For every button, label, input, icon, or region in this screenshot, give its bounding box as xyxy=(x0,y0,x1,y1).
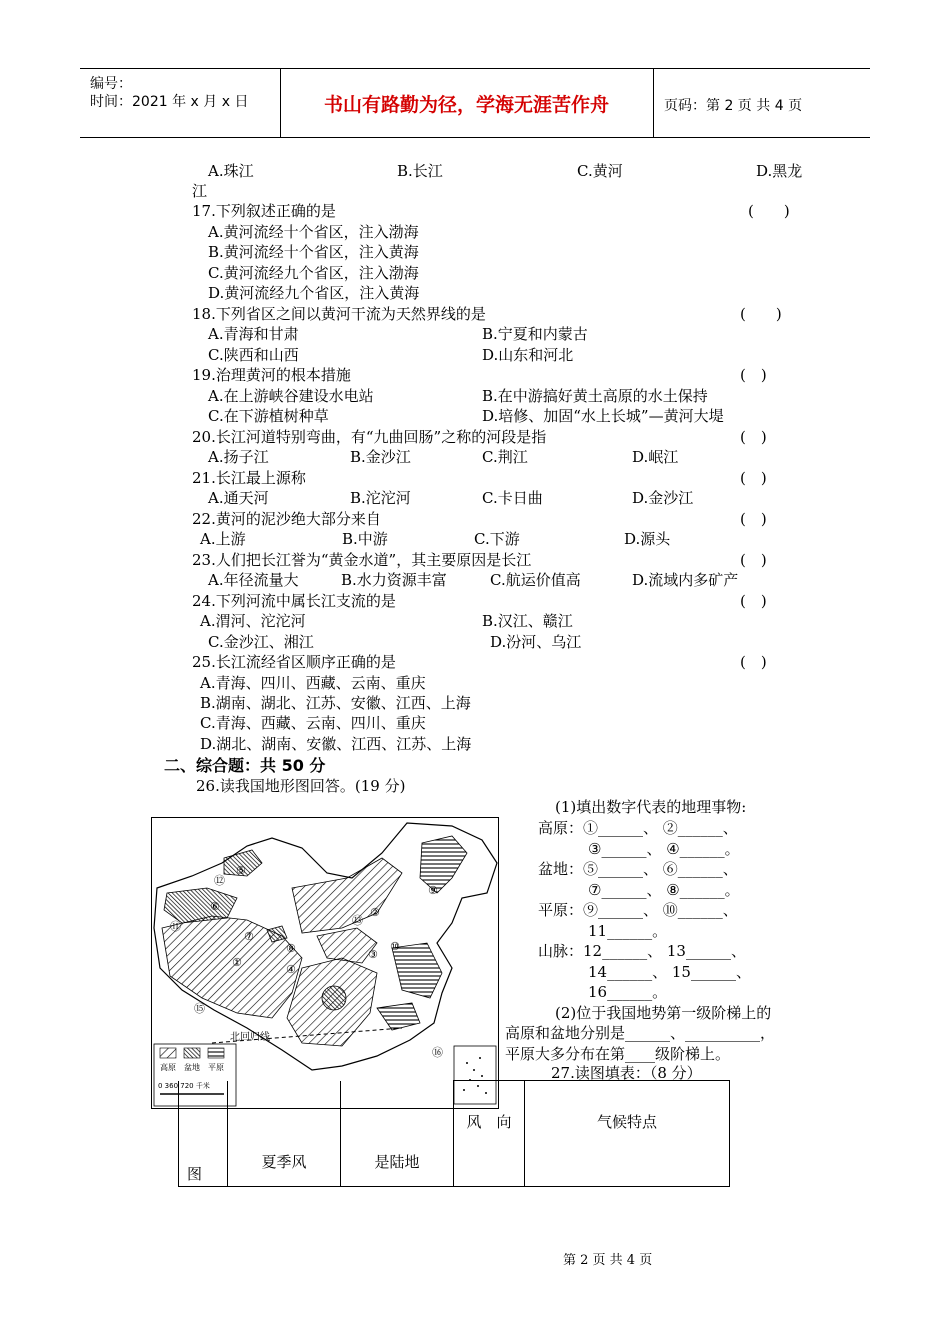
q19-option-a: A.在上游峡谷建设水电站 xyxy=(208,387,374,405)
q18-option-c: C.陕西和山西 xyxy=(208,346,299,364)
q17-stem: 17.下列叙述正确的是 xyxy=(192,202,336,220)
header-motto: 书山有路勤为径，学海无涯苦作舟 xyxy=(323,94,609,116)
q25-stem: 25.长江流经省区顺序正确的是 xyxy=(192,653,396,671)
q20-option-b: B.金沙江 xyxy=(350,448,411,466)
q19-answer-bracket: ( ) xyxy=(740,366,767,384)
q25-option-a: A.青海、四川、西藏、云南、重庆 xyxy=(200,674,426,692)
q17-option-b: B.黄河流经十个省区，注入黄海 xyxy=(208,243,419,261)
q18-option-a: A.青海和甘肃 xyxy=(208,325,299,343)
table-cell-summer-monsoon: 夏季风 xyxy=(228,1081,341,1187)
q21-option-c: C.卡日曲 xyxy=(482,489,543,507)
map-label-12: ⑫ xyxy=(214,874,225,887)
q24-option-c: C.金沙江、湘江 xyxy=(208,633,314,651)
q18-option-d: D.山东和河北 xyxy=(482,346,574,364)
doc-id-label: 编号： xyxy=(90,76,132,92)
q26-part2-line-1: (2)位于我国地势第一级阶梯上的 xyxy=(555,1004,772,1022)
q26-mountain-line-3: 16______。 xyxy=(588,983,668,1001)
q25-option-c: C.青海、西藏、云南、四川、重庆 xyxy=(200,714,426,732)
q22-answer-bracket: ( ) xyxy=(740,510,767,528)
q25-answer-bracket: ( ) xyxy=(740,653,767,671)
q26-plain-line-1: 平原：⑨______、 ⑩______、 xyxy=(538,901,738,919)
q21-answer-bracket: ( ) xyxy=(740,469,767,487)
map-label-8: ⑧ xyxy=(286,942,296,955)
map-label-6: ⑥ xyxy=(210,900,220,913)
page-header xyxy=(80,68,870,138)
map-label-4: ④ xyxy=(286,963,296,976)
table-cell-wind-direction: 风 向 xyxy=(454,1081,525,1187)
q21-option-a: A.通天河 xyxy=(208,489,269,507)
q22-option-d: D.源头 xyxy=(624,530,671,548)
q20-stem: 20.长江河道特别弯曲，有“九曲回肠”之称的河段是指 xyxy=(192,428,547,446)
q16-option-d: D.黑龙 xyxy=(756,162,803,180)
q16-option-b: B.长江 xyxy=(397,162,443,180)
legend-plateau-swatch xyxy=(160,1048,176,1058)
climate-table xyxy=(178,1080,730,1187)
q17-option-a: A.黄河流经十个省区，注入渤海 xyxy=(208,223,419,241)
sichuan-basin xyxy=(322,986,346,1010)
q26-basin-line-2: ⑦______、 ⑧______。 xyxy=(588,881,740,899)
q24-option-b: B.汉江、赣江 xyxy=(482,612,573,630)
scale-bar-label: 0 360 720 千米 xyxy=(158,1082,210,1090)
map-label-16: ⑯ xyxy=(432,1046,443,1059)
q18-option-b: B.宁夏和内蒙古 xyxy=(482,325,588,343)
page-number-label: 页码：第 2 页 共 4 页 xyxy=(664,98,803,114)
q19-option-b: B.在中游搞好黄土高原的水土保持 xyxy=(482,387,708,405)
tropic-of-cancer-label: 北回归线 xyxy=(230,1032,270,1043)
map-label-2: ② xyxy=(370,906,380,919)
q24-option-a: A.渭河、沱沱河 xyxy=(200,612,306,630)
q20-option-c: C.荆江 xyxy=(482,448,528,466)
legend-plain-swatch xyxy=(208,1048,224,1058)
q20-option-a: A.扬子江 xyxy=(208,448,269,466)
q26-plain-line-2: 11______。 xyxy=(588,922,668,940)
q23-stem: 23.人们把长江誉为“黄金水道”，其主要原因是长江 xyxy=(192,551,532,569)
map-label-7: ⑦ xyxy=(244,930,254,943)
legend-plateau-label: 高原 xyxy=(160,1063,176,1072)
q23-answer-bracket: ( ) xyxy=(740,551,767,569)
header-divider xyxy=(653,69,654,137)
doc-date-label: 时间：2021 年 x 月 x 日 xyxy=(90,94,249,110)
q19-option-c: C.在下游植树种草 xyxy=(208,407,329,425)
q23-option-b: B.水力资源丰富 xyxy=(341,571,447,589)
map-label-15: ⑮ xyxy=(194,1002,205,1015)
q27-stem: 27.读图填表：（8 分） xyxy=(551,1064,702,1082)
q26-part1-title: (1)填出数字代表的地理事物: xyxy=(555,798,747,816)
q23-option-c: C.航运价值高 xyxy=(490,571,581,589)
q21-option-b: B.沱沱河 xyxy=(350,489,411,507)
q25-option-b: B.湖南、湖北、江苏、安徽、江西、上海 xyxy=(200,694,471,712)
q26-part2-line-3: 平原大多分布在第____级阶梯上。 xyxy=(505,1045,731,1063)
q22-option-a: A.上游 xyxy=(200,530,246,548)
legend-basin-swatch xyxy=(184,1048,200,1058)
map-label-11: ⑪ xyxy=(170,920,181,933)
q21-stem: 21.长江最上源称 xyxy=(192,469,306,487)
q23-option-a: A.年径流量大 xyxy=(208,571,299,589)
q18-stem: 18.下列省区之间以黄河干流为天然界线的是 xyxy=(192,305,486,323)
q16-option-a: A.珠江 xyxy=(208,162,254,180)
q26-basin-line-1: 盆地：⑤______、 ⑥______、 xyxy=(538,860,738,878)
q22-option-b: B.中游 xyxy=(342,530,388,548)
table-cell-climate: 气候特点 xyxy=(525,1081,730,1187)
q18-answer-bracket: ( ) xyxy=(740,305,782,323)
q20-option-d: D.岷江 xyxy=(632,448,679,466)
table-cell-land: 是陆地 xyxy=(341,1081,454,1187)
table-cell-tu: 图 xyxy=(179,1081,228,1187)
legend-plain-label: 平原 xyxy=(208,1063,224,1072)
q17-option-d: D.黄河流经九个省区，注入黄海 xyxy=(208,284,420,302)
map-label-1: ① xyxy=(232,956,242,969)
q19-stem: 19.治理黄河的根本措施 xyxy=(192,366,351,384)
q20-answer-bracket: ( ) xyxy=(740,428,767,446)
q26-plateau-line-1: 高原：①______、 ②______、 xyxy=(538,819,738,837)
q26-plateau-line-2: ③______、 ④______。 xyxy=(588,840,740,858)
legend-basin-label: 盆地 xyxy=(184,1063,200,1072)
q22-option-c: C.下游 xyxy=(474,530,520,548)
q26-part2-line-2: 高原和盆地分别是______、__________， xyxy=(505,1024,776,1042)
q25-option-d: D.湖北、湖南、安徽、江西、江苏、上海 xyxy=(200,735,472,753)
q24-option-d: D.汾河、乌江 xyxy=(490,633,582,651)
q22-stem: 22.黄河的泥沙绝大部分来自 xyxy=(192,510,381,528)
map-label-3: ③ xyxy=(368,948,378,961)
q21-option-d: D.金沙江 xyxy=(632,489,694,507)
q23-option-d: D.流域内多矿产 xyxy=(632,571,739,589)
q17-answer-bracket: ( ) xyxy=(748,202,790,220)
q19-option-d: D.培修、加固“水上长城”—黄河大堤 xyxy=(482,407,724,425)
china-terrain-map xyxy=(151,817,499,1109)
q24-answer-bracket: ( ) xyxy=(740,592,767,610)
section-title: 二、综合题：共 50 分 xyxy=(164,756,326,775)
map-label-10: ⑩ xyxy=(390,940,400,953)
map-label-13: ⑬ xyxy=(352,914,363,927)
q26-mountain-line-1: 山脉：12______、 13______、 xyxy=(538,942,746,960)
q26-stem: 26.读我国地形图回答。(19 分) xyxy=(196,777,406,795)
q26-mountain-line-2: 14______、 15______、 xyxy=(588,963,751,981)
q16-option-c: C.黄河 xyxy=(577,162,623,180)
map-drawing xyxy=(152,818,498,1108)
q16-option-d-wrap: 江 xyxy=(192,182,208,200)
q17-option-c: C.黄河流经九个省区，注入渤海 xyxy=(208,264,419,282)
map-label-5: ⑤ xyxy=(236,864,246,877)
page-footer: 第 2 页 共 4 页 xyxy=(563,1253,653,1268)
map-label-9: ⑨ xyxy=(428,884,438,897)
q24-stem: 24.下列河流中属长江支流的是 xyxy=(192,592,396,610)
